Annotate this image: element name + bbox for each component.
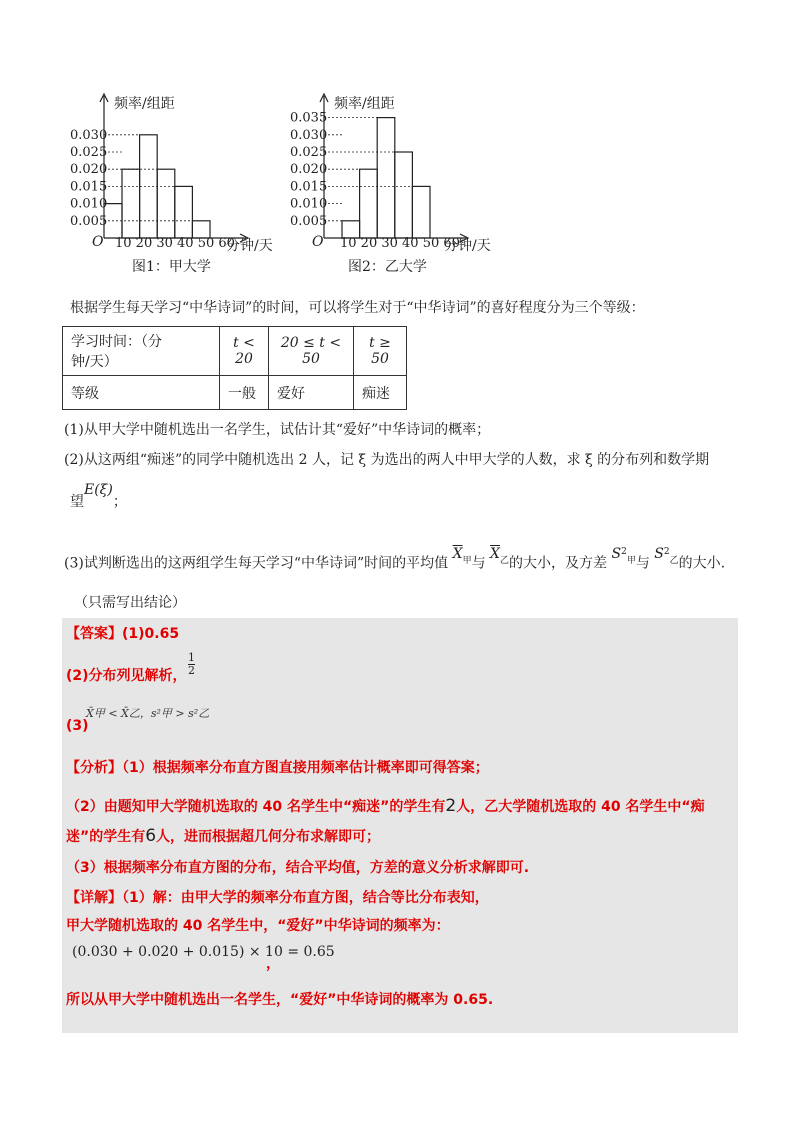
fig1-xticks: 10 20 30 40 50 60 — [115, 236, 235, 251]
y-tick-label: 0.005 — [290, 213, 328, 229]
table-cell-like: 爱好 — [269, 376, 354, 410]
detail-3-equation: (0.030 + 0.020 + 0.015) × 10 = 0.65 — [72, 944, 335, 960]
fig2-xticks: 10 20 30 40 50 60 — [340, 236, 460, 251]
y-tick-label: 0.020 — [70, 162, 108, 178]
y-tick-label: 0.015 — [70, 179, 108, 195]
y-tick-label: 0.030 — [290, 127, 328, 143]
detail-3-comma: ， — [266, 956, 280, 972]
detail-4: 所以从甲大学中随机选出一名学生，“爱好”中华诗词的概率为 0.65. — [66, 992, 494, 1008]
table-cell-general: 一般 — [220, 376, 269, 410]
analysis-2-line1: （2）由题知甲大学随机选取的 40 名学生中“痴迷”的学生有2人，乙大学随机选取的 40 名学生中“痴 — [66, 796, 705, 816]
table-header-level: 等级 — [63, 376, 220, 410]
fig1-caption: 图1：甲大学 — [132, 259, 211, 275]
fig2-origin: O — [312, 234, 324, 250]
analysis-2-line2: 迷”的学生有6人，进而根据超几何分布求解即可； — [66, 826, 381, 846]
y-tick-label: 0.030 — [70, 127, 108, 143]
histogram-bar — [122, 169, 140, 238]
answer-2: (2)分布列见解析， — [66, 668, 187, 684]
detail-2: 甲大学随机选取的 40 名学生中，“爱好”中华诗词的频率为： — [66, 918, 450, 934]
question-2-line2: 望E(ξ)； — [70, 482, 127, 510]
answer-3-prefix: (3) — [66, 718, 89, 734]
fig1-ylabel: 频率/组距 — [114, 96, 175, 112]
table-cell-t3: t ≥ 50 — [354, 327, 407, 376]
question-3: (3)试判断选出的这两组学生每天学习“中华诗词”时间的平均值 $\overline{X}_甲$与 $\overline{X}_乙$的大小，及方差 $S^2_甲$与 $S^2_乙$的大小. — [64, 545, 726, 572]
fig2-xlabel: 分钟/天 — [444, 238, 491, 254]
intro-text: 根据学生每天学习“中华诗词”的时间，可以将学生对于“中华诗词”的喜好程度分为三个等级： — [70, 300, 645, 316]
y-tick-label: 0.015 — [290, 179, 328, 195]
y-tick-label: 0.010 — [70, 196, 108, 212]
answer-2-fraction: 1 2 — [188, 651, 195, 677]
histogram-bar — [175, 186, 193, 238]
y-tick-label: 0.035 — [290, 110, 328, 126]
histogram-bar — [412, 186, 430, 238]
histogram-bar — [395, 152, 413, 238]
fig1-origin: O — [92, 234, 104, 250]
histogram-bar — [360, 169, 378, 238]
fig1-xlabel: 分钟/天 — [226, 238, 273, 254]
question-1: (1)从甲大学中随机选出一名学生，试估计其“爱好”中华诗词的概率； — [64, 422, 491, 438]
fig2-ylabel: 频率/组距 — [334, 96, 395, 112]
detail-1: 【详解】（1）解：由甲大学的频率分布直方图，结合等比分布表知， — [66, 890, 489, 906]
histogram-bar — [157, 169, 175, 238]
answer-1: 【答案】(1)0.65 — [66, 626, 180, 642]
y-tick-label: 0.005 — [70, 213, 108, 229]
table-header-time: 学习时间：（分 钟/天） — [63, 327, 220, 376]
histogram-yi — [280, 90, 510, 280]
analysis-3: （3）根据频率分布直方图的分布，结合平均值，方差的意义分析求解即可. — [66, 860, 530, 876]
table-cell-t2: 20 ≤ t < 50 — [269, 327, 354, 376]
y-tick-label: 0.020 — [290, 162, 328, 178]
analysis-1: 【分析】（1）根据频率分布直方图直接用频率估计概率即可得答案； — [66, 760, 489, 776]
note-text: （只需写出结论） — [74, 595, 186, 611]
y-tick-label: 0.025 — [290, 145, 328, 160]
question-2-line1: (2)从这两组“痴迷”的同学中随机选出 2 人，记 ξ 为选出的两人中甲大学的人数，求 ξ 的分布列和数学期 — [64, 452, 710, 468]
histogram-jia — [60, 90, 290, 280]
y-tick-label: 0.025 — [70, 145, 108, 160]
histogram-bar — [377, 118, 395, 238]
level-table — [62, 326, 407, 410]
table-cell-t1: t < 20 — [220, 327, 269, 376]
table-cell-obsessed: 痴迷 — [354, 376, 407, 410]
fig2-caption: 图2：乙大学 — [348, 259, 427, 275]
y-tick-label: 0.010 — [290, 196, 328, 212]
answer-3-expression: X̄甲 < X̄乙，s²甲 > s²乙 — [86, 707, 210, 720]
